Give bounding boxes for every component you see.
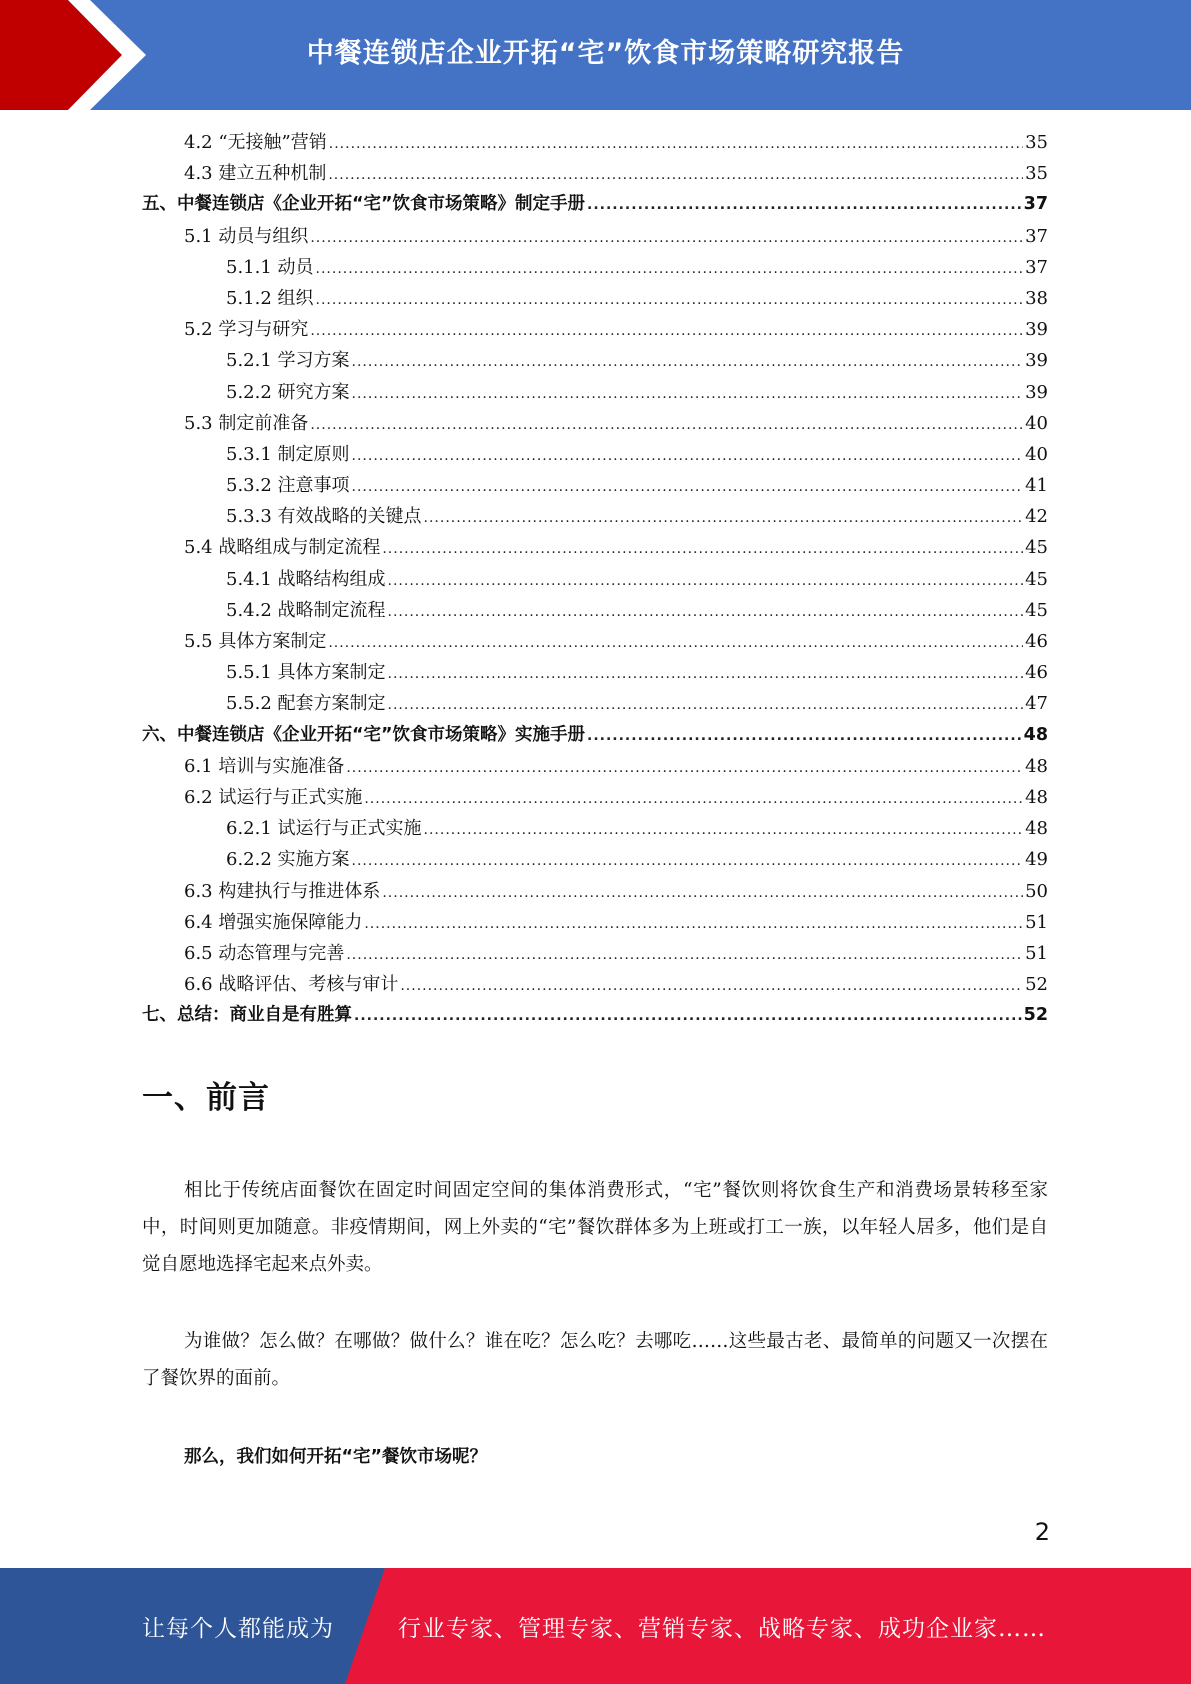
- toc-entry-page: 48: [1025, 755, 1048, 777]
- toc-dot-leader: [388, 666, 1024, 682]
- toc-dot-leader: [352, 386, 1024, 402]
- toc-entry-page: 45: [1025, 599, 1048, 621]
- toc-entry-page: 39: [1025, 319, 1048, 341]
- toc-entry-page: 47: [1025, 693, 1048, 715]
- toc-entry-page: 52: [1025, 974, 1048, 996]
- toc-entry[interactable]: [142, 783, 1048, 814]
- toc-entry-label: 5.2.2 研究方案: [226, 381, 350, 403]
- toc-entry-label: 5.2.1 学习方案: [226, 350, 350, 372]
- toc-entry-page: 48: [1025, 818, 1048, 840]
- toc-entry[interactable]: [142, 159, 1048, 190]
- toc-dot-leader: [352, 479, 1024, 495]
- toc-entry-page: 46: [1025, 662, 1048, 684]
- toc-entry-label: 五、中餐连锁店《企业开拓“宅”饮食市场策略》制定手册: [142, 194, 586, 215]
- toc-entry-label: 6.2.2 实施方案: [226, 849, 350, 871]
- toc-entry-label: 5.3 制定前准备: [184, 412, 309, 434]
- page-number: 2: [1034, 1518, 1050, 1546]
- toc-entry-page: 35: [1025, 132, 1048, 153]
- toc-entry[interactable]: [142, 315, 1048, 346]
- toc-entry-label: 6.3 构建执行与推进体系: [184, 880, 381, 902]
- toc-entry-page: 40: [1025, 443, 1048, 465]
- toc-entry-label: 6.2 试运行与正式实施: [184, 786, 363, 808]
- toc-entry-label: 4.2 “无接触”营销: [184, 132, 327, 153]
- toc-entry-page: 46: [1025, 631, 1048, 652]
- toc-dot-leader: [352, 354, 1024, 370]
- toc-entry-label: 6.5 动态管理与完善: [184, 942, 345, 964]
- toc-entry[interactable]: [142, 596, 1048, 627]
- page-footer: [0, 1568, 1191, 1684]
- toc-dot-leader: [310, 417, 1023, 433]
- toc-dot-leader: [316, 261, 1024, 277]
- toc-entry[interactable]: [142, 471, 1048, 502]
- toc-dot-leader: [329, 136, 1023, 152]
- toc-dot-leader: [310, 323, 1023, 339]
- footer-slogan-left: 让每个人都能成为: [142, 1615, 334, 1642]
- toc-entry-label: 5.5.2 配套方案制定: [226, 693, 386, 715]
- toc-dot-leader: [328, 167, 1023, 183]
- toc-entry-label: 4.3 建立五种机制: [184, 163, 327, 185]
- toc-entry[interactable]: [142, 222, 1048, 253]
- toc-entry-label: 6.1 培训与实施准备: [184, 755, 345, 777]
- toc-entry[interactable]: [142, 1001, 1048, 1032]
- toc-entry[interactable]: [142, 284, 1048, 315]
- toc-entry-label: 5.3.3 有效战略的关键点: [226, 506, 422, 528]
- toc-entry-label: 5.1 动员与组织: [184, 225, 309, 247]
- toc-entry-page: 41: [1025, 475, 1048, 497]
- toc-dot-leader: [310, 230, 1023, 246]
- toc-entry-page: 50: [1025, 880, 1048, 902]
- toc-entry[interactable]: [142, 627, 1048, 658]
- toc-entry[interactable]: [142, 409, 1048, 440]
- toc-entry[interactable]: [142, 908, 1048, 939]
- toc-entry-page: 35: [1025, 163, 1048, 185]
- toc-dot-leader: [364, 916, 1023, 932]
- toc-entry[interactable]: [142, 253, 1048, 284]
- toc-entry-page: 51: [1025, 911, 1048, 933]
- toc-dot-leader: [352, 853, 1024, 869]
- toc-entry-page: 45: [1025, 537, 1048, 559]
- toc-entry-page: 52: [1023, 1005, 1048, 1026]
- toc-entry-label: 5.1.1 动员: [226, 256, 314, 278]
- toc-entry-label: 5.5.1 具体方案制定: [226, 662, 386, 684]
- toc-entry-label: 5.4.2 战略制定流程: [226, 599, 386, 621]
- toc-entry[interactable]: [142, 378, 1048, 409]
- toc-entry[interactable]: [142, 502, 1048, 533]
- footer-slogan-right: 行业专家、管理专家、营销专家、战略专家、成功企业家……: [398, 1615, 1046, 1642]
- toc-entry-page: 45: [1025, 568, 1048, 590]
- page-header: [0, 0, 1191, 110]
- toc-dot-leader: [346, 760, 1023, 776]
- intro-paragraph-1: 相比于传统店面餐饮在固定时间固定空间的集体消费形式，“宅”餐饮则将饮食生产和消费场景转移至家中，时间则更加随意。非疫情期间，网上外卖的“宅”餐饮群体多为上班或打工一族，以年轻人居多，他们是自觉自愿地选择宅起来点外卖。: [142, 1180, 1048, 1275]
- toc-entry-page: 48: [1025, 786, 1048, 808]
- toc-entry-page: 40: [1025, 412, 1048, 434]
- toc-dot-leader: [587, 197, 1022, 213]
- toc-entry[interactable]: [142, 440, 1048, 471]
- toc-entry-label: 5.4 战略组成与制定流程: [184, 537, 381, 559]
- toc-dot-leader: [352, 448, 1024, 464]
- toc-entry[interactable]: [142, 814, 1048, 845]
- toc-dot-leader: [354, 1008, 1022, 1024]
- toc-entry-label: 七、总结：商业自是有胜算: [142, 1005, 352, 1026]
- toc-entry-label: 5.3.1 制定原则: [226, 443, 350, 465]
- toc-dot-leader: [316, 292, 1024, 308]
- toc-entry-label: 5.2 学习与研究: [184, 319, 309, 341]
- toc-entry-label: 5.4.1 战略结构组成: [226, 568, 386, 590]
- toc-dot-leader: [587, 728, 1022, 744]
- toc-entry[interactable]: [142, 845, 1048, 876]
- toc-entry[interactable]: [142, 970, 1048, 1001]
- toc-entry-label: 5.1.2 组织: [226, 287, 314, 309]
- toc-entry[interactable]: [142, 533, 1048, 564]
- toc-dot-leader: [388, 697, 1024, 713]
- toc-dot-leader: [388, 573, 1024, 589]
- toc-dot-leader: [400, 978, 1023, 994]
- toc-entry[interactable]: [142, 877, 1048, 908]
- toc-dot-leader: [388, 604, 1024, 620]
- toc-entry[interactable]: [142, 658, 1048, 689]
- toc-dot-leader: [364, 791, 1023, 807]
- toc-dot-leader: [424, 822, 1024, 838]
- toc-entry-page: 37: [1025, 256, 1048, 278]
- section-heading: 一、前言: [142, 1080, 270, 1116]
- table-of-contents: [142, 128, 1048, 1032]
- toc-entry[interactable]: [142, 721, 1048, 752]
- toc-entry-label: 6.2.1 试运行与正式实施: [226, 818, 422, 840]
- toc-entry-page: 42: [1025, 506, 1048, 528]
- toc-entry-label: 六、中餐连锁店《企业开拓“宅”饮食市场策略》实施手册: [142, 724, 586, 745]
- toc-entry-page: 38: [1025, 287, 1048, 309]
- toc-dot-leader: [424, 510, 1024, 526]
- toc-dot-leader: [328, 635, 1023, 651]
- toc-entry-label: 5.5 具体方案制定: [184, 631, 327, 652]
- header-title: 中餐连锁店企业开拓“宅”饮食市场策略研究报告: [306, 37, 905, 69]
- toc-dot-leader: [382, 885, 1023, 901]
- toc-entry[interactable]: [142, 565, 1048, 596]
- toc-entry-label: 5.3.2 注意事项: [226, 475, 350, 497]
- toc-entry-page: 48: [1023, 724, 1048, 745]
- toc-entry-page: 39: [1025, 350, 1048, 372]
- toc-entry-page: 49: [1025, 849, 1048, 871]
- toc-dot-leader: [346, 947, 1023, 963]
- toc-entry[interactable]: [142, 190, 1048, 221]
- intro-paragraph-2: 为谁做？怎么做？在哪做？做什么？谁在吃？怎么吃？去哪吃……这些最古老、最简单的问题又一次摆在了餐饮界的面前。: [142, 1331, 1048, 1389]
- toc-entry[interactable]: [142, 939, 1048, 970]
- toc-entry-page: 37: [1023, 194, 1048, 215]
- toc-entry[interactable]: [142, 689, 1048, 720]
- toc-dot-leader: [382, 541, 1023, 557]
- toc-entry-label: 6.4 增强实施保障能力: [184, 911, 363, 933]
- toc-entry[interactable]: [142, 128, 1048, 159]
- toc-entry[interactable]: [142, 752, 1048, 783]
- intro-question: 那么，我们如何开拓“宅”餐饮市场呢？: [184, 1447, 488, 1467]
- toc-entry[interactable]: [142, 346, 1048, 377]
- toc-entry-page: 39: [1025, 381, 1048, 403]
- toc-entry-page: 37: [1025, 225, 1048, 247]
- toc-entry-label: 6.6 战略评估、考核与审计: [184, 974, 399, 996]
- toc-entry-page: 51: [1025, 942, 1048, 964]
